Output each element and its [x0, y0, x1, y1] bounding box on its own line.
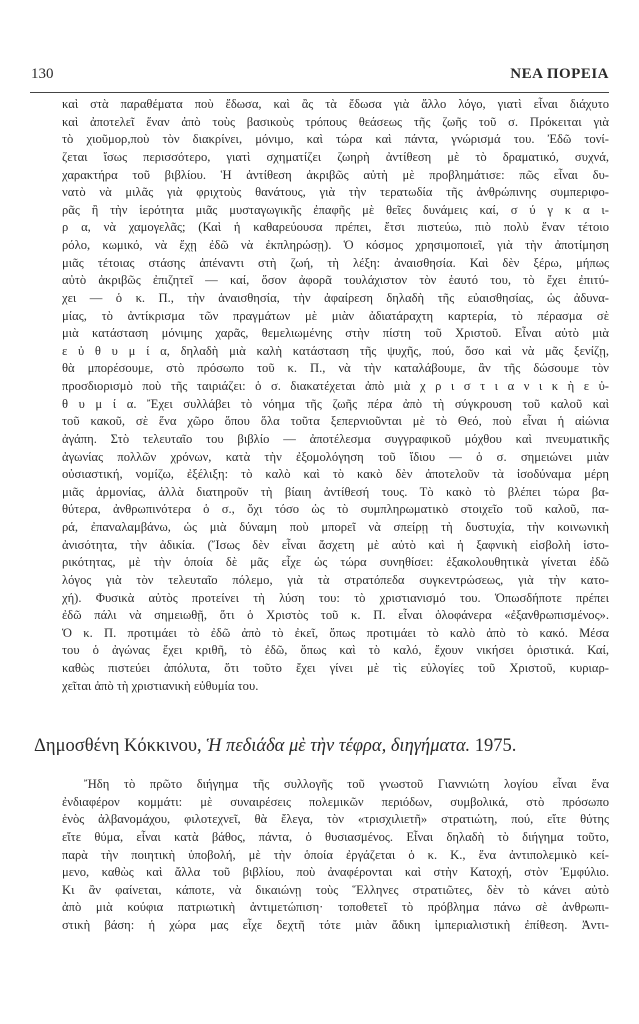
text-line: Ὁ κ. Π. προτιμάει τὸ ἐδῶ ἀπὸ τὸ ἐκεῖ, ὅπως προτιμάει τὸ καλὸ ἀπὸ τὸ κακό. Μέσα: [62, 625, 609, 640]
review-genre: διηγήματα.: [390, 736, 471, 756]
text-line: μενο, καθὼς καὶ ἄλλα τοῦ βιβλίου, ποὺ ἀναφέρονται καὶ στὴν Κατοχή, στὸν Ἐμφύλιο.: [62, 865, 609, 880]
text-line: μιᾶς ἁρμονίας, ἀλλὰ διατηροῦν τὴ βίαιη ἀντίθεσή τους. Τὸ κακὸ τὸ βλέπει τώρα βα-: [62, 484, 609, 499]
text-line: ζεται ἴσως περισσότερο, γιατὶ σχηματίζει ζωηρὴ ἀντίθεση μὲ τὸ δραματικό, συχνά,: [62, 149, 609, 164]
text-line: ρόλο, κωμικό, νὰ ἔχῃ ἐδῶ νὰ ἐκπληρώσῃ). Ὁ κόσμος χρησιμοποιεῖ, γιὰ τὴν ἀποτίμηση: [62, 238, 609, 252]
text-line: καὶ στὰ παραθέματα ποὺ ἔδωσα, καὶ ἂς τὰ ἔδωσα γιὰ ἄλλο λόγο, γιατὶ εἶναι διάχυτο: [62, 97, 609, 111]
text-line: Κι ἂν φαίνεται, κάποτε, νὰ δικαιώνῃ τοὺς Ἕλληνες στρατιῶτες, δὲν τὸ κάνει αὐτὸ: [62, 882, 609, 897]
text-line: εἴτε θύμα, εἶναι κατὰ βάθος, πάντα, ὁ θυσιασμένος. Εἶναι δηλαδὴ τὸ διήγημα τοῦτο,: [62, 829, 609, 844]
text-line: αὐτὸ ἀκριβῶς ἐπιζητεῖ — καί, ὅσον ἀφορᾶ τουλάχιστον τὸν ἑαυτό του, τὸ ἔχει ἐπιτύ-: [62, 273, 609, 288]
text-line: στικὴ βάση: ἡ χώρα μας εἶχε δεχτῆ τότε μιὰν ἄδικη ἰμπεριαλιστικὴ ἐπίθεση. Ἀντι-: [62, 918, 609, 932]
text-line: παρὰ τὴν ποιητικὴ ὑποβολή, μὲ τὴν ὁποία ἐργάζεται ὁ κ. Κ., ἕνα ἀντιπολεμικὸ κεί-: [62, 847, 609, 862]
running-header-journal-title: ΝΕΑ ΠΟΡΕΙΑ: [510, 66, 609, 82]
review-heading: [34, 736, 516, 757]
text-line: οὐσιαστική, νομίζω, ἐξέλιξη: τὸ καλὸ καὶ τὸ κακὸ δὲν ἀποτελοῦν τὰ ἰσοδύναμα μέρη: [62, 467, 609, 482]
text-line: θ υ μ ί α. Ἔχει συλλάβει τὸ νόημα τῆς ζωῆς πέρα ἀπὸ τὴ σύγκρουση τοῦ καλοῦ καὶ: [62, 396, 609, 411]
text-line: χει — ὁ κ. Π., τὴν ἀναισθησία, τὴν ἀφαίρεση δηλαδὴ τῆς εὐαισθησίας, ὡς ἀδυνα-: [62, 290, 609, 305]
text-line: ἀπὸ μιὰ κούφια πατριωτικὴ ἀντιμετώπιση· τοποθετεῖ τὸ πρόβλημα πάνω σὲ ἀνθρωπι-: [62, 900, 609, 915]
text-line: τὸ χιοῦμορ,ποὺ τὸν διακρίνει, μόνιμο, καὶ τώρα καὶ πάντα, γνώρισμά του. Ἐδῶ τονί-: [62, 132, 609, 147]
text-line: Ἤδη τὸ πρῶτο διήγημα τῆς συλλογῆς τοῦ γνωστοῦ Γιαννιώτη λογίου εἶναι ἕνα: [84, 777, 609, 791]
text-line: καὶ ἀποτελεῖ ἕναν ἀπὸ τοὺς βασικοὺς τρόπους θεάσεως τῆς ζωῆς τοῦ σ. Πρόκειται γιὰ: [62, 114, 609, 129]
paragraph-continued-review: [62, 96, 609, 695]
text-line: τοῦ κακοῦ, σὲ ἕνα χῶρο ὅπου ὅλα τοῦτα ξεπερνιοῦνται μὲ τὸ Θεό, ποὺ εἶναι ἡ αἰώνια: [62, 414, 609, 429]
text-line: ε ὐ θ υ μ ί α, δηλαδὴ μιὰ καλὴ κατάσταση τῆς ψυχῆς, πού, ὅσο καὶ νὰ μᾶς ξενίζῃ,: [62, 343, 609, 358]
text-line: ἐδῶ πάλι νὰ σημειωθῇ, ὅτι ὁ Χριστὸς τοῦ κ. Π. εἶναι ὁλοφάνερα «ἐξανθρωπισμένος».: [62, 608, 609, 623]
text-line: ἐνδιαφέρον κομμάτι: μὲ συναιρέσεις πολεμικῶν περιόδων, συμβολικά, στὸ πρόσωπο: [62, 794, 609, 809]
text-line: θύτερα, ἀνθρωπινότερα ὁ σ., ὄχι τόσο ὡς τὸ συμπληρωματικὸ στοιχεῖο τοῦ καλοῦ, πα-: [62, 502, 609, 517]
text-line: ρᾶς ἢ τὴν ἱερότητα μιᾶς μυσταγωγικῆς ἐπαφῆς μὲ θεῖες δυνάμεις καί, σ ύ γ κ α ι-: [62, 202, 609, 217]
text-line: χαρακτήρα τοῦ βιβλίου. Ἡ ἀντίθεση ἀκριβῶς αὐτὴ μὲ προβλημάτισε: πῶς εἶναι δυ-: [62, 167, 609, 182]
paragraph-review-body: [62, 776, 609, 935]
text-line: ρικότητας, μὲ τὴν ὁποία δὲ μᾶς εἶχε ὡς τώρα συνηθίσει: ἐξακολουθητικὰ γίνεται ἐδῶ: [62, 555, 609, 570]
text-line: ἀνισότητα, τὴν ἀδικία. (Ἴσως δὲν εἶναι ἄσχετη μὲ αὐτὸ καὶ ἡ ξαφνικὴ εἰσβολὴ ἱστο-: [62, 537, 609, 552]
text-line: μιᾶς τέτοιας στάσης ἀπέναντι στὴ ζωή, τὴ λέξη: ἀναισθησία. Καὶ δὲν ξέρω, μήπως: [62, 255, 609, 270]
text-line: του ὁ ἀγώνας ἔχει κριθῆ, τὸ ἐδῶ, ὅπως καὶ τὸ καλό, ἔχουν νικήσει ὁριστικά. Καί,: [62, 643, 609, 658]
review-author: Δημοσθένη Κόκκινου,: [34, 736, 202, 756]
review-book-title: Ἡ πεδιάδα μὲ τὴν τέφρα,: [206, 736, 387, 756]
header-rule: [30, 92, 609, 93]
text-line: νατὸ νὰ μιλᾶς γιὰ φριχτοὺς θανάτους, γιὰ τὴν τερατωδία τῆς ἀνθρώπινης συμπεριφο-: [62, 185, 609, 200]
text-line: χή). Φυσικὰ αὐτὸς προτείνει τὴ λύση του: τὸ χριστιανισμό του. Ὁπωσδήποτε πρέπει: [62, 590, 609, 605]
text-line: χεῖται ἀπὸ τὴ χριστιανικὴ εὐθυμία του.: [62, 678, 259, 693]
page-number: 130: [31, 66, 54, 82]
text-line: ρ α, νὰ χαμογελᾶς; (Καὶ ἡ καθαρεύουσα πρέπει, ἔτσι πιστεύω, πιὸ πολὺ ἕναν τέτοιο: [62, 220, 609, 235]
text-line: ἀγωνίας πολλῶν χρόνων, κατὰ τὴν ἐξομολόγηση τοῦ ἴδιου — ὁ σ. σημειώνει μιὰν: [62, 449, 609, 464]
text-line: λόγος γιὰ τὸν τελευταῖο πόλεμο, γιὰ τὰ στρατόπεδα συγκεντρώσεως, γιὰ τὴν κατο-: [62, 572, 609, 587]
text-line: ἑνὸς ἀλβανομάχου, φιλοτεχνεῖ, θὰ ἔλεγα, τὸν «τρισχιλιετῆ» στρατιώτη, πού, εἴτε θύτης: [62, 812, 609, 827]
text-line: ρά, ἐπαναλαμβάνω, ὡς μιὰ δύναμη ποὺ μπορεῖ νὰ σπείρῃ τὴ δυστυχία, τὴν κοινωνικὴ: [62, 520, 609, 534]
text-line: μίας, τὸ ἀντίκρισμα τῶν πραγμάτων μὲ μιὰν ἀδιατάραχτη καρτερία, τὸ πέρασμα σὲ: [62, 308, 609, 323]
text-line: ἀγάπη. Στὸ τελευταῖο του βιβλίο — ἀποτέλεσμα συγγραφικοῦ μόχθου καὶ πνευματικῆς: [62, 431, 609, 446]
review-year: 1975.: [474, 736, 517, 756]
text-line: θὰ μπορέσουμε, στὸ πρόσωπο τοῦ κ. Π., νὰ τὴν καταλάβουμε, ἂν τῆς δώσουμε τὸν: [62, 361, 609, 376]
text-line: καθὼς πιστεύει ἀπόλυτα, ὅτι τοῦτο ἔχει γίνει μὲ τὶς εὐλογίες τοῦ Χριστοῦ, κυριαρ-: [62, 661, 609, 675]
text-line: προσδιορισμὸ ποὺ τῆς ταιριάζει: ὁ σ. διακατέχεται ἀπὸ μιὰ χ ρ ι σ τ ι α ν ι κ ὴ ε ὐ-: [62, 379, 609, 393]
text-line: μιὰ κατάσταση μόνιμης χαρᾶς, θεμελιωμένης στὴν πίστη τοῦ Χριστοῦ. Εἶναι αὐτὸ μιὰ: [62, 326, 609, 341]
